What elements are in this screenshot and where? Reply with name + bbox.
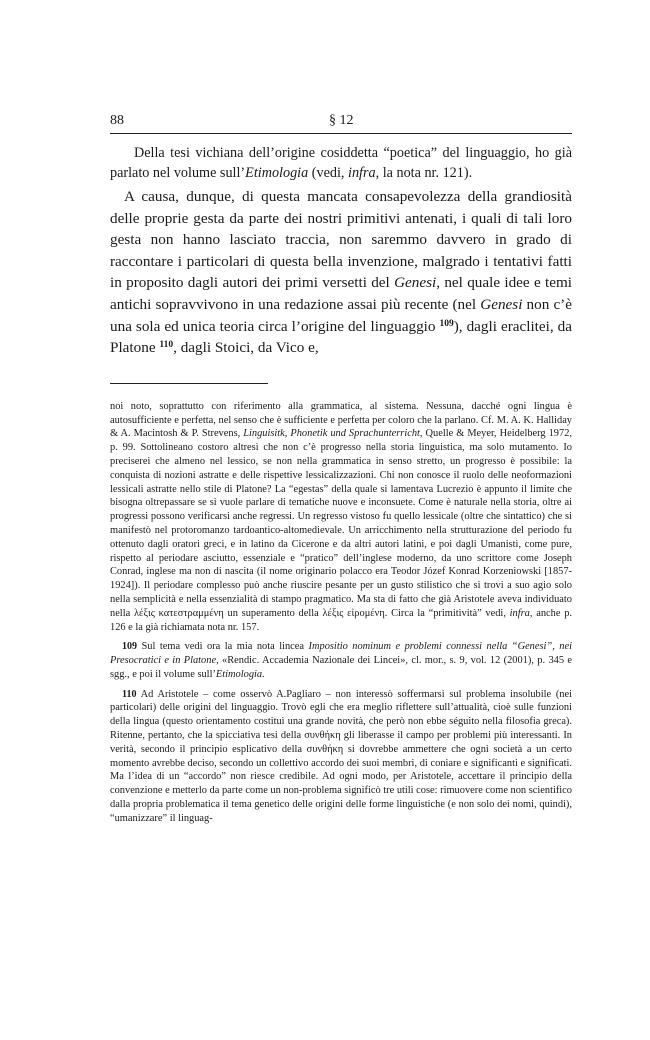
main-text [110,143,572,359]
footnote-number: 110 [122,688,137,700]
footnote-109: 109 Sul tema vedi ora la mia nota lincea Impositio nominum e problemi connessi nella “Genesi”, nei Presocratici e in Platone, «Rendic. Accademia Nazionale dei Lincei», cl. mor., s. 9, vol. 12 (2001), p. 345 e sgg., e poi il volume sull’Etimologia. [110,641,572,680]
paragraph-vico: Della tesi vichiana dell’origine cosiddetta “poetica” del linguaggio, ho già parlato nel volume sull’Etimologia (vedi, infra, la nota nr. 121). [110,145,572,181]
running-header [110,112,572,134]
paragraph-origins: A causa, dunque, di questa mancata consapevolezza della grandiosità delle proprie gesta da parte dei nostri primitivi antenati, i quali di tali loro gesta non hanno lasciato traccia, non saremmo davvero in grado di raccontare i particolari di questa bella invenzione, malgrado i tentativi fatti in proposito dagli autori dei primi versetti del Genesi, nel quale idee e temi antichi sopravvivono in una redazione assai più recente (nel Genesi non c’è una sola ed unica teoria circa l’origine del linguaggio $^{109}$), dagli eraclitei, da Platone $^{110}$, dagli Stoici, da Vico e, [110,188,572,357]
footnote-continuation: noi noto, soprattutto con riferimento alla grammatica, al sistema. Nessuna, dacché ogni lingua è autosufficiente e perfetta, nel senso che è sufficiente e perfetta per coloro che la parlano. Cf. M. A. K. Halliday & A. Macintosh & P. Strevens, Linguisitk, Phonetik und Sprachunterricht, Quelle & Meyer, Heidelberg 1972, p. 99. Sottolineano costoro altresì che non c’è progresso nella storia linguistica, ma solo mutamento. Io preciserei che almeno nel lessico, se non nella grammatica in senso stretto, un progresso è possibile: la conquista di nozioni astratte e delle rispettive lessicalizzazioni. Chi non conosce il ruolo delle neoformazioni lessicali astratte nello stile di Platone? La “egestas” della quale si lamentava Lucrezio è appunto il limite che bisogna oltrepassare se si vuole parlare di tematiche nuove e inconsuete. Come è naturale nella storia, oltre ai progressi possono verificarsi anche regressi. Un regresso vistoso fu quello lessicale (oltre che sintattico) che si manifestò nel protoromanzo tardoantico-altomedievale. Un arricchimento nella strutturazione del periodo fu ottenuto dagli oratori greci, e in latino da Cicerone e da altri autori latini, e poi dagli Umanisti, come pure, rispetto al periodare asciutto, essenziale e “pratico” dell’inglese moderno, da uno scrittore come Joseph Conrad, inglese ma non di nascita (il nome originario polacco era Teodor Józef Konrad Korzeniowski [1857-1924]). Il periodare complesso può anche riuscire pesante per un gusto stilistico che si trovi a suo agio solo nella semplicità e nella essenzialità di stampo pragmatico. Ma sta di fatto che già Aristotele aveva individuato nella λέξις κατεστραμμένη un superamento della λέξις εἰρομένη. Circa la “primitività” vedi, infra, anche p. 126 e la già richiamata nota nr. 157. [110,400,573,633]
page-number: 88 [110,113,124,128]
footnote-ref-109[interactable]: 109 [439,318,454,329]
footnotes [110,400,572,826]
footnote-110: 110 Ad Aristotele – come osservò A.Pagliaro – non interessò soffermarsi sul problema insolubile (nei particolari) delle origini del linguaggio. Trovò egli che era meglio riflettere sull’attualità, cioè sulle funzioni della lingua (questo orientamento costituì una grande novità, che però non ebbe séguito nella filosofia greca). Ritenne, pertanto, che la spicciativa tesi della συνθήκη gli liberasse il campo per problemi più interessanti. In verità, secondo il principio esplicativo della συνθήκη si dovrebbe ammettere che ogni società a un certo momento avrebbe deciso, secondo un collettivo accordo dei suoi membri, di coniare e significanti e significati. Ma l’idea di un “accordo” non riesce credibile. Ad ogni modo, per Aristotele, accettare il principio della convenzione e metterlo da parte come un non-problema significò tre utili cose: rimuovere come non scientifico dalla propria problematica il tema genetico delle origini delle forme linguistiche (e non solo dei nomi, quindi), “umanizzare” il linguag- [110,688,572,824]
book-page [110,112,572,826]
section-marker: § 12 [329,113,354,128]
footnote-ref-110[interactable]: 110 [159,340,174,351]
footnote-number: 109 [122,641,137,653]
footnote-separator [110,383,268,384]
